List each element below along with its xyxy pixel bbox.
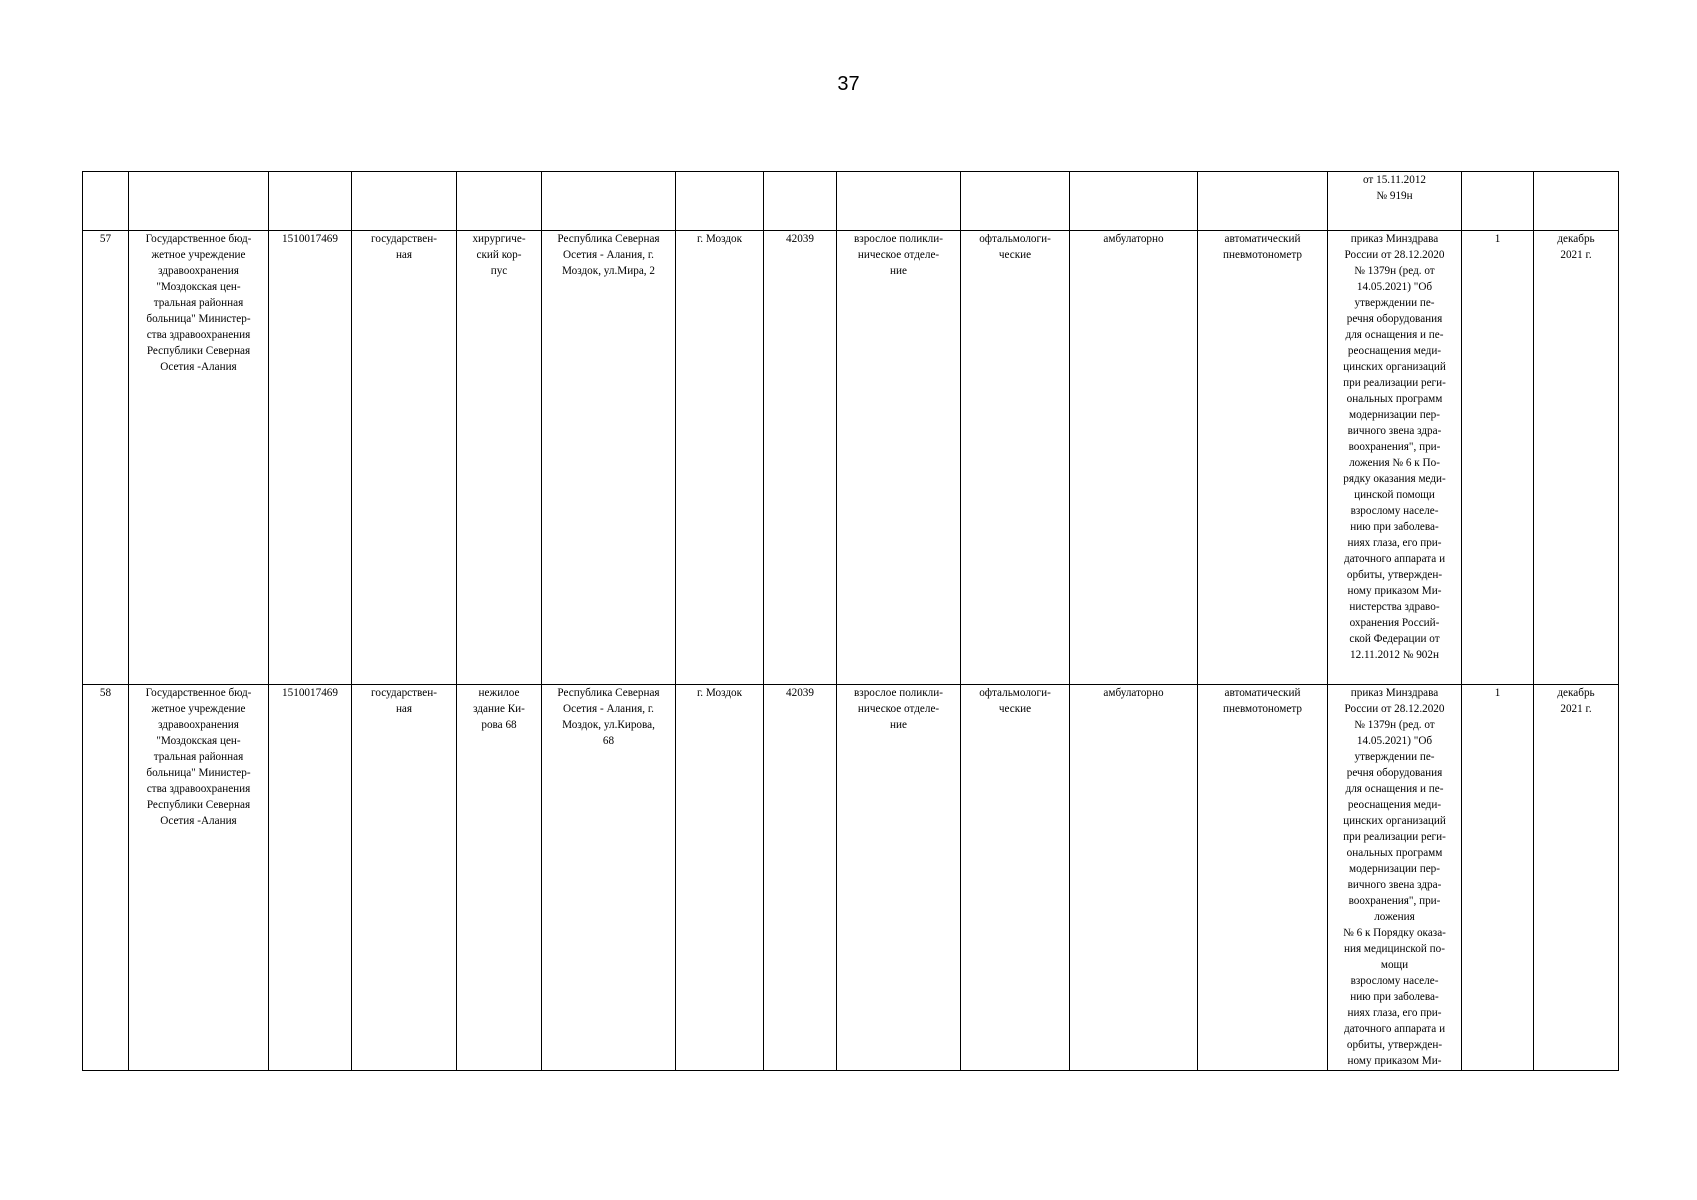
cell-ownership: государствен- ная [352, 231, 457, 685]
cell-basis: от 15.11.2012 № 919н [1328, 172, 1462, 231]
cell-profile: офтальмологи- ческие [961, 685, 1070, 1071]
cell-inn [269, 172, 352, 231]
cell-unit: взрослое поликли- ническое отделе- ние [837, 685, 961, 1071]
cell-building: хирургиче- ский кор- пус [457, 231, 542, 685]
cell-code [764, 172, 837, 231]
cell-inn: 1510017469 [269, 231, 352, 685]
cell-profile: офтальмологи- ческие [961, 231, 1070, 685]
equipment-registry-table [82, 171, 1619, 1071]
cell-city: г. Моздок [676, 231, 764, 685]
cell-date [1534, 172, 1619, 231]
cell-num: 58 [83, 685, 129, 1071]
cell-inn: 1510017469 [269, 685, 352, 1071]
cell-basis: приказ Минздрава России от 28.12.2020 № 1379н (ред. от 14.05.2021) "Об утверждении пе- речня оборудования для оснащения и пе- реоснащения меди- цинских организаций при реализации реги- ональных программ модернизации пер- вичного звена здра- воохранения", при- ложения № 6 к Порядку оказа- ния медицинской по- мощи взрослому населе- нию при заболева- ниях глаза, его при- даточного аппарата и орбиты, утвержден- ному приказом Ми- [1328, 685, 1462, 1071]
cell-quantity: 1 [1462, 685, 1534, 1071]
cell-city: г. Моздок [676, 685, 764, 1071]
page-number: 37 [837, 73, 860, 95]
cell-address [542, 172, 676, 231]
table-row [83, 231, 1619, 685]
cell-num [83, 172, 129, 231]
cell-care-type: амбулаторно [1070, 685, 1198, 1071]
cell-address: Республика Северная Осетия - Алания, г. Моздок, ул.Мира, 2 [542, 231, 676, 685]
cell-organization: Государственное бюд- жетное учреждение здравоохранения "Моздокская цен- тральная районная больница" Министер- ства здравоохранения Республики Северная Осетия -Алания [129, 685, 269, 1071]
cell-equipment: автоматический пневмотонометр [1198, 685, 1328, 1071]
cell-building [457, 172, 542, 231]
cell-city [676, 172, 764, 231]
cell-address: Республика Северная Осетия - Алания, г. Моздок, ул.Кирова, 68 [542, 685, 676, 1071]
cell-code: 42039 [764, 231, 837, 685]
cell-care-type: амбулаторно [1070, 231, 1198, 685]
cell-building: нежилое здание Ки- рова 68 [457, 685, 542, 1071]
cell-basis: приказ Минздрава России от 28.12.2020 № 1379н (ред. от 14.05.2021) "Об утверждении пе- речня оборудования для оснащения и пе- реоснащения меди- цинских организаций при реализации реги- ональных программ модернизации пер- вичного звена здра- воохранения", при- ложения № 6 к По- рядку оказания меди- цинской помощи взрослому населе- нию при заболева- ниях глаза, его при- даточного аппарата и орбиты, утвержден- ному приказом Ми- нистерства здраво- охранения Россий- ской Федерации от 12.11.2012 № 902н [1328, 231, 1462, 685]
cell-unit: взрослое поликли- ническое отделе- ние [837, 231, 961, 685]
cell-profile [961, 172, 1070, 231]
table-row [83, 685, 1619, 1071]
cell-care-type [1070, 172, 1198, 231]
cell-organization: Государственное бюд- жетное учреждение здравоохранения "Моздокская цен- тральная районная больница" Министер- ства здравоохранения Республики Северная Осетия -Алания [129, 231, 269, 685]
cell-ownership: государствен- ная [352, 685, 457, 1071]
cell-ownership [352, 172, 457, 231]
cell-quantity [1462, 172, 1534, 231]
cell-code: 42039 [764, 685, 837, 1071]
cell-quantity: 1 [1462, 231, 1534, 685]
cell-equipment: автоматический пневмотонометр [1198, 231, 1328, 685]
cell-date: декабрь 2021 г. [1534, 685, 1619, 1071]
cell-date: декабрь 2021 г. [1534, 231, 1619, 685]
cell-unit [837, 172, 961, 231]
table-row-continuation [83, 172, 1619, 231]
cell-equipment [1198, 172, 1328, 231]
cell-organization [129, 172, 269, 231]
cell-num: 57 [83, 231, 129, 685]
